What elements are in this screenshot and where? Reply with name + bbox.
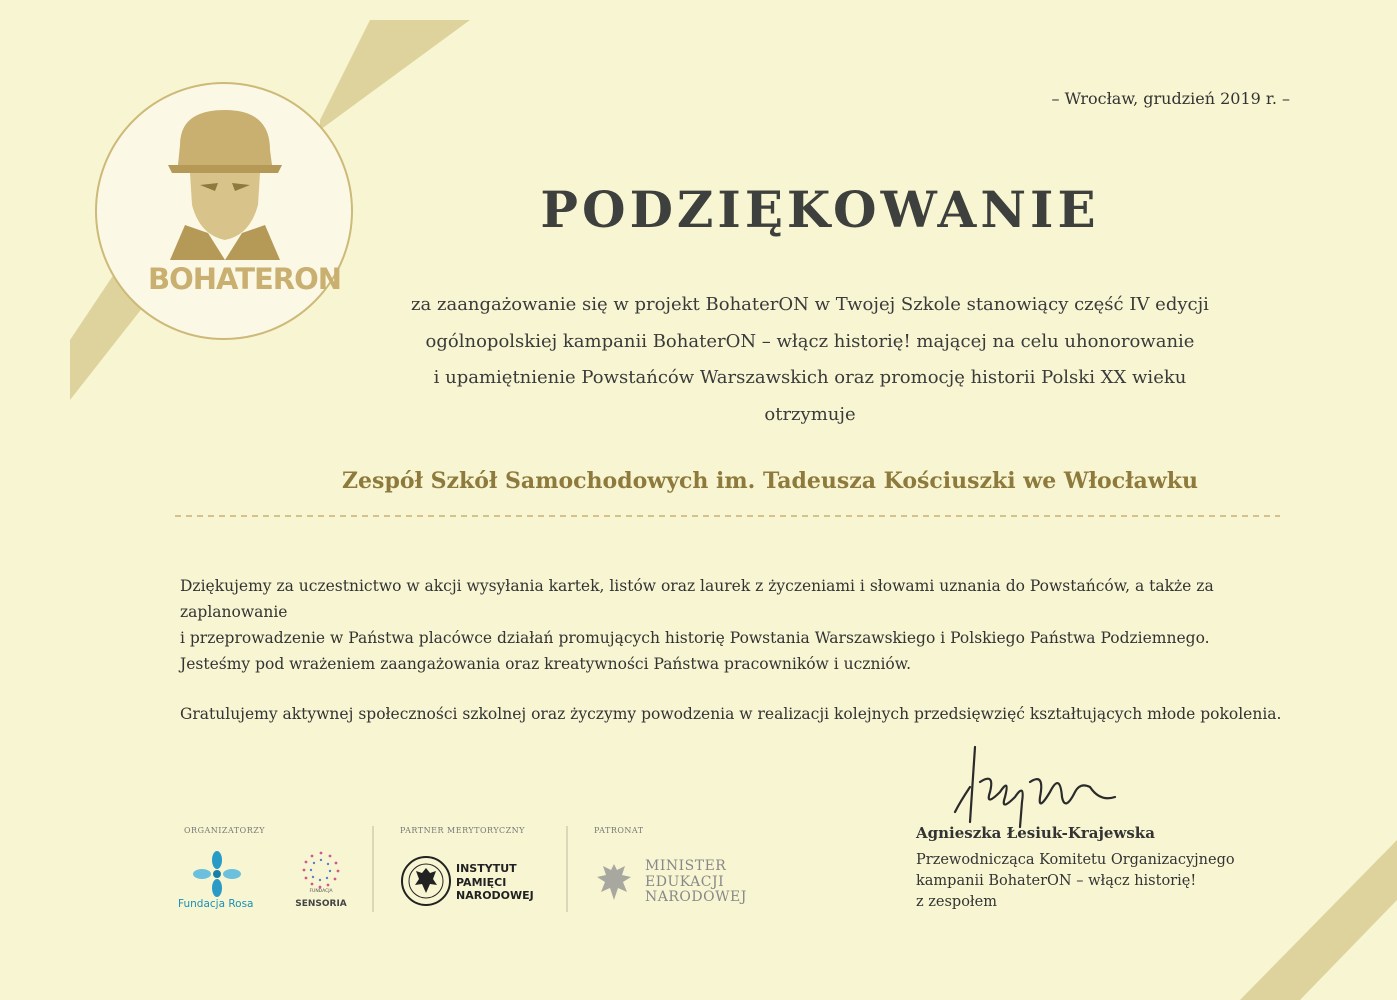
handwritten-signature	[950, 742, 1120, 832]
men-line: MINISTER	[645, 858, 727, 874]
certificate-title: PODZIĘKOWANIE	[540, 180, 1100, 239]
brand-wordmark: BOHATERON	[148, 262, 342, 296]
men-name	[645, 859, 747, 906]
sensoria-prefix: FUNDACJA	[309, 889, 333, 894]
eagle-emblem-icon	[594, 860, 634, 904]
rosa-flower-icon	[192, 850, 242, 898]
body-line: i przeprowadzenie w Państwa placówce działań promujących historię Powstania Warszawskiego i Polskiego Państwa Podziemnego.	[180, 629, 1210, 647]
ipn-line: PAMIĘCI	[456, 875, 507, 889]
dashed-divider	[175, 514, 1280, 518]
patronage-label: PATRONAT	[594, 826, 644, 835]
soldier-helmet-icon	[160, 105, 295, 260]
body-line: Jesteśmy pod wrażeniem zaangażowania oraz kreatywności Państwa pracowników i uczniów.	[180, 655, 912, 673]
intro-line: ogólnopolskiej kampanii BohaterON – włącz historię! mającej na celu uhonorowanie	[425, 330, 1195, 352]
gold-band-bottom-right	[1240, 840, 1397, 1000]
recipient-name: Zespół Szkół Samochodowych im. Tadeusza Kościuszki we Włocławku	[342, 468, 1198, 494]
intro-line: za zaangażowanie się w projekt BohaterON w Twojej Szkole stanowiący część IV edycji	[411, 294, 1209, 315]
intro-text	[360, 287, 1260, 433]
rosa-name: Fundacja Rosa	[178, 898, 254, 910]
role-line: z zespołem	[916, 894, 997, 910]
partner-label: PARTNER MERYTORYCZNY	[400, 826, 525, 835]
role-line: kampanii BohaterON – włącz historię!	[916, 873, 1197, 889]
signatory-name: Agnieszka Łesiuk-Krajewska	[916, 824, 1155, 842]
closing-line: Gratulujemy aktywnej społeczności szkolnej oraz życzymy powodzenia w realizacji kolejnych przedsięwzięć kształtujących młode pokolenia.	[180, 705, 1282, 723]
eagle-seal-icon	[400, 855, 452, 907]
gold-band-top	[320, 20, 470, 130]
role-line: Przewodnicząca Komitetu Organizacyjnego	[916, 852, 1235, 868]
ipn-line: NARODOWEJ	[456, 889, 534, 902]
ipn-name	[456, 862, 534, 903]
footer-divider	[372, 826, 374, 912]
ipn-line: INSTYTUT	[456, 862, 517, 875]
sensoria-dots-icon	[300, 850, 342, 890]
signatory-role	[916, 850, 1256, 913]
place-date: – Wrocław, grudzień 2019 r. –	[1051, 89, 1290, 108]
thanks-body	[180, 573, 1290, 727]
organizers-label: ORGANIZATORZY	[184, 826, 266, 835]
men-line: NARODOWEJ	[645, 889, 747, 905]
intro-line: otrzymuje	[764, 403, 856, 425]
footer-divider	[566, 826, 568, 912]
body-line: Dziękujemy za uczestnictwo w akcji wysyłania kartek, listów oraz laurek z życzeniami i słowami uznania do Powstańców, a także za zaplanowanie	[180, 577, 1214, 621]
men-line: EDUKACJI	[645, 873, 725, 890]
intro-line: i upamiętnienie Powstańców Warszawskich oraz promocję historii Polski XX wieku	[433, 367, 1187, 388]
sensoria-name: SENSORIA	[295, 899, 347, 909]
